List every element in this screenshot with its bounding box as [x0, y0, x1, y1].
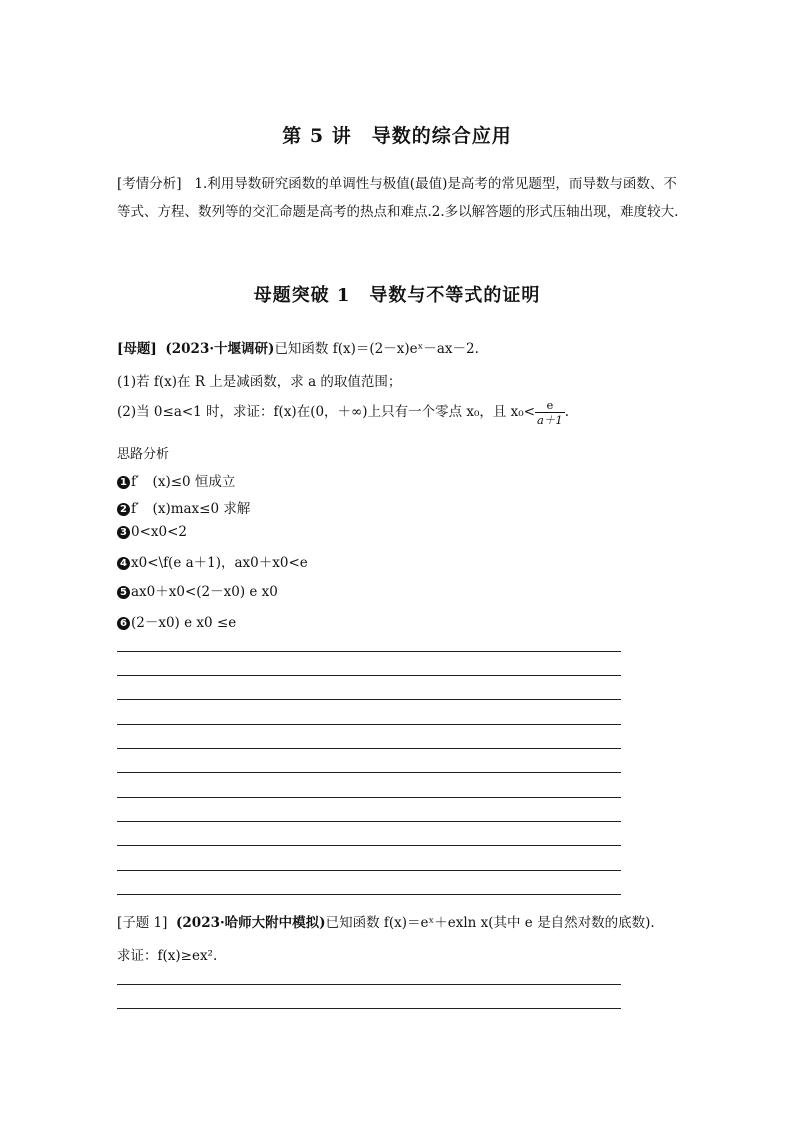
sub-problem-statement	[117, 911, 655, 931]
answer-line	[117, 845, 621, 846]
answer-line	[117, 1008, 621, 1009]
answer-line	[117, 699, 621, 700]
answer-line	[117, 821, 621, 822]
analysis-tag: [考情分析]	[117, 176, 182, 192]
thinking-step	[117, 611, 236, 631]
step-number-icon: 4	[117, 557, 130, 570]
answer-line	[117, 894, 621, 895]
part2-prefix: (2)当 0≤a<1 时，求证：f(x)在(0，＋∞)上只有一个零点 x₀，且 x₀<	[117, 404, 536, 420]
step-text: x0<\f(e a＋1)，ax0＋x0<e	[131, 555, 308, 571]
mother-problem-part2	[117, 398, 569, 427]
answer-line	[117, 797, 621, 798]
thinking-label: 思路分析	[117, 447, 170, 462]
sub-problem-tag: [子题 1]	[117, 915, 168, 931]
step-text: f′ (x)≤0 恒成立	[131, 474, 236, 490]
page-title: 第 5 讲 导数的综合应用	[282, 125, 512, 147]
mother-problem-source: (2023·十堰调研)	[165, 341, 275, 357]
step-number-icon: 2	[117, 503, 130, 516]
part2-suffix: .	[564, 404, 569, 420]
answer-line	[117, 675, 621, 676]
analysis-text: 1.利用导数研究函数的单调性与极值(最值)是高考的常见题型，而导数与函数、不等式、方程、数列等的交汇命题是高考的热点和难点.2.多以解答题的形式压轴出现，难度较大.	[117, 176, 679, 220]
step-text: f′ (x)max≤0 求解	[131, 501, 251, 517]
answer-line	[117, 748, 621, 749]
mother-problem-part1: (1)若 f(x)在 R 上是减函数，求 a 的取值范围；	[117, 374, 402, 390]
step-text: (2－x0) e x0 ≤e	[131, 615, 237, 631]
step-text: ax0＋x0<(2－x0) e x0	[131, 584, 278, 600]
answer-line	[117, 772, 621, 773]
step-number-icon: 1	[117, 476, 130, 489]
thinking-step	[117, 580, 278, 600]
thinking-step	[117, 551, 308, 571]
answer-line	[117, 651, 621, 652]
step-number-icon: 3	[117, 526, 130, 539]
answer-line	[117, 870, 621, 871]
thinking-step	[117, 524, 187, 540]
fraction-denominator: a＋1	[537, 413, 563, 427]
mother-problem-statement	[117, 337, 479, 357]
answer-line	[117, 984, 621, 985]
answer-line	[117, 724, 621, 725]
sub-problem-source: (2023·哈师大附中模拟)	[176, 915, 326, 931]
analysis-paragraph	[117, 170, 687, 226]
step-number-icon: 6	[117, 617, 130, 630]
mother-problem-tag: [母题]	[117, 341, 157, 357]
thinking-step	[117, 497, 250, 517]
sub-problem-text: 已知函数 f(x)＝eˣ＋exln x(其中 e 是自然对数的底数).	[325, 915, 655, 931]
section-title: 母题突破 1 导数与不等式的证明	[253, 285, 541, 306]
sub-problem-prove: 求证：f(x)≥ex².	[117, 948, 218, 964]
fraction-numerator: e	[535, 398, 565, 413]
fraction-e-over-a-plus-1	[535, 398, 565, 427]
thinking-step	[117, 470, 235, 490]
mother-problem-text: 已知函数 f(x)＝(2－x)eˣ－ax－2.	[274, 341, 479, 357]
step-text: 0<x0<2	[131, 524, 188, 540]
step-number-icon: 5	[117, 586, 130, 599]
